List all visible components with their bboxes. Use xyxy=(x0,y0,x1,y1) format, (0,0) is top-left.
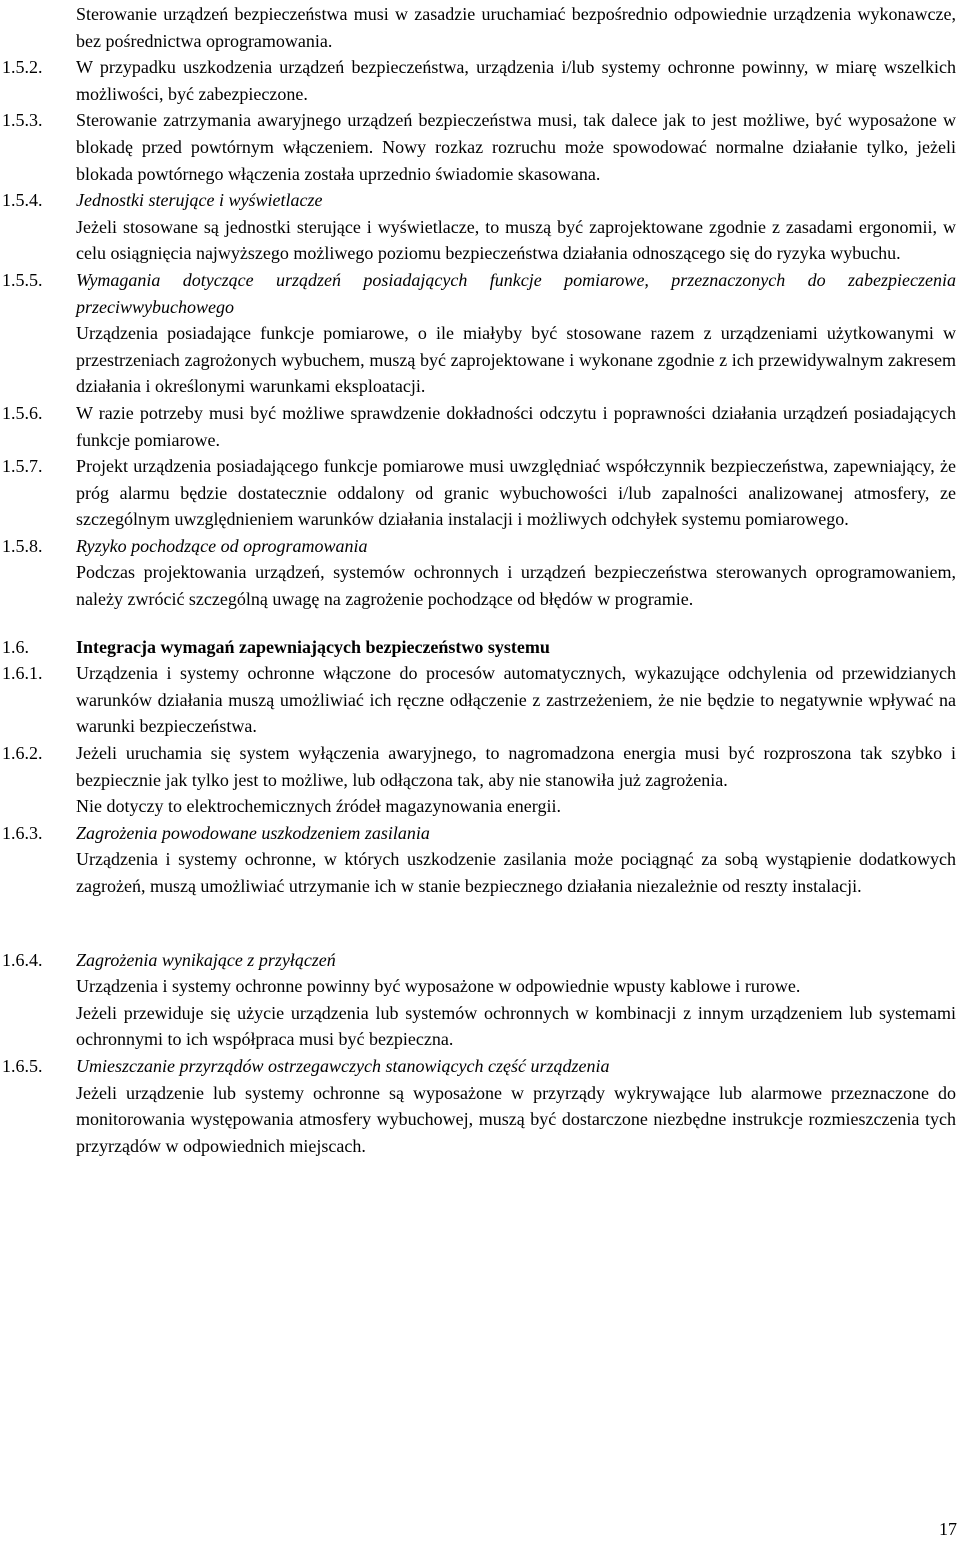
paragraph: Urządzenia posiadające funkcje pomiarowe, o ile miałyby być stosowane razem z urządzeniami użytkowanymi w przestrzeniach zagrożonych wybuchem, muszą być zaprojektowane i wykonane zgodnie z ich przewidywalnym zakresem działania i określonymi warunkami eksploatacji. xyxy=(76,323,956,397)
section-number: 1.6.2. xyxy=(2,743,43,764)
section-item xyxy=(2,820,956,900)
section-body xyxy=(76,1,956,54)
section-body xyxy=(76,660,956,740)
section-number: 1.5.2. xyxy=(2,57,43,78)
section-item xyxy=(2,453,956,533)
section-title: Ryzyko pochodzące od oprogramowania xyxy=(76,535,368,556)
paragraph: Podczas projektowania urządzeń, systemów ochronnych i urządzeń bezpieczeństwa sterowanych oprogramowaniem, należy zwrócić szczególną uwagę na zagrożenie pochodzące od błędów w programie. xyxy=(76,562,956,610)
paragraph: Urządzenia i systemy ochronne powinny być wyposażone w odpowiednie wpusty kablowe i rurowe. xyxy=(76,976,801,997)
section-body xyxy=(76,187,956,267)
section-number: 1.5.7. xyxy=(2,456,43,477)
section-number: 1.5.4. xyxy=(2,190,43,211)
section-number: 1.5.5. xyxy=(2,269,43,290)
section-body xyxy=(76,634,956,661)
section-item xyxy=(2,1,956,54)
section-body xyxy=(76,453,956,533)
section-body xyxy=(76,107,956,187)
section-number: 1.6.4. xyxy=(2,949,43,970)
section-item xyxy=(2,660,956,740)
section-body xyxy=(76,400,956,453)
paragraph: Jeżeli przewiduje się użycie urządzenia lub systemów ochronnych w kombinacji z innym urządzeniem lub systemami ochronnymi to ich współpraca musi być bezpieczna. xyxy=(76,1002,956,1050)
section-number: 1.5.6. xyxy=(2,402,43,423)
section-title: Zagrożenia wynikające z przyłączeń xyxy=(76,949,336,970)
section-heading: Integracja wymagań zapewniających bezpieczeństwo systemu xyxy=(76,636,550,657)
paragraph: Sterowanie zatrzymania awaryjnego urządzeń bezpieczeństwa musi, tak dalece jak to jest możliwe, być wyposażone w blokadę przed powtórnym włączeniem. Nowy rozkaz rozruchu może spowodować normalne działanie tylko, jeżeli blokada powtórnego włączenia została uprzednio świadomie skasowana. xyxy=(76,110,956,184)
page-number: 17 xyxy=(939,1519,957,1539)
section-body xyxy=(76,533,956,613)
section-item xyxy=(2,947,956,1053)
paragraph: Urządzenia i systemy ochronne włączone do procesów automatycznych, wykazujące odchylenia od przewidzianych warunków działania muszą umożliwiać ich ręczne odłączenie z zastrzeżeniem, że nie będzie to negatywnie wpływać na warunki bezpieczeństwa. xyxy=(76,663,956,737)
section-body xyxy=(76,820,956,900)
section-body xyxy=(76,740,956,820)
section-item xyxy=(2,54,956,107)
section-item xyxy=(2,634,956,661)
section-title: Zagrożenia powodowane uszkodzeniem zasilania xyxy=(76,822,430,843)
paragraph: Nie dotyczy to elektrochemicznych źródeł magazynowania energii. xyxy=(76,796,561,817)
paragraph: W przypadku uszkodzenia urządzeń bezpieczeństwa, urządzenia i/lub systemy ochronne powinny, w miarę wszelkich możliwości, być zabezpieczone. xyxy=(76,57,956,104)
section-number xyxy=(2,1,76,54)
paragraph: W razie potrzeby musi być możliwe sprawdzenie dokładności odczytu i poprawności działania urządzeń posiadających funkcje pomiarowe. xyxy=(76,402,956,450)
section-body xyxy=(76,54,956,107)
section-body xyxy=(76,1053,956,1159)
section-number: 1.6.5. xyxy=(2,1055,43,1076)
section-number: 1.5.3. xyxy=(2,110,43,131)
section-number: 1.6. xyxy=(2,636,29,657)
paragraph: Jeżeli stosowane są jednostki sterujące i wyświetlacze, to muszą być zaprojektowane zgodnie z zasadami ergonomii, w celu osiągnięcia najwyższego możliwego poziomu bezpieczeństwa działania odnoszącego się do ryzyka wybuchu. xyxy=(76,216,956,264)
section-item xyxy=(2,740,956,820)
section-item xyxy=(2,107,956,187)
paragraph: Projekt urządzenia posiadającego funkcje pomiarowe musi uwzględniać współczynnik bezpieczeństwa, zapewniający, że próg alarmu będzie dostatecznie oddalony od granic wybuchowości i/lub zapalności analizowanej atmosfery, ze szczególnym uwzględnieniem warunków działania instalacji i możliwych odchyłek systemu pomiarowego. xyxy=(76,456,956,530)
document-body xyxy=(2,1,956,1159)
section-item xyxy=(2,187,956,267)
section-number: 1.6.3. xyxy=(2,822,43,843)
section-item xyxy=(2,533,956,613)
paragraph: Jeżeli uruchamia się system wyłączenia awaryjnego, to nagromadzona energia musi być rozproszona tak szybko i bezpiecznie jak tylko jest to możliwe, lub odłączona tak, aby nie stanowiła już zagrożenia. xyxy=(76,743,956,790)
section-body xyxy=(76,267,956,400)
section-title: Jednostki sterujące i wyświetlacze xyxy=(76,190,323,211)
section-body xyxy=(76,947,956,1053)
section-number: 1.6.1. xyxy=(2,663,43,684)
section-item xyxy=(2,267,956,400)
section-number: 1.5.8. xyxy=(2,535,43,556)
paragraph: Urządzenia i systemy ochronne, w których uszkodzenie zasilania może pociągnąć za sobą wystąpienie dodatkowych zagrożeń, muszą umożliwiać utrzymanie ich w stanie bezpiecznego działania niezależnie od reszty instalacji. xyxy=(76,849,956,896)
section-item xyxy=(2,400,956,453)
paragraph: Jeżeli urządzenie lub systemy ochronne są wyposażone w przyrządy wykrywające lub alarmowe przeznaczone do monitorowania występowania atmosfery wybuchowej, muszą być dostarczone niezbędne instrukcje rozmieszczenia tych przyrządów w odpowiednich miejscach. xyxy=(76,1082,956,1156)
paragraph: Sterowanie urządzeń bezpieczeństwa musi w zasadzie uruchamiać bezpośrednio odpowiednie urządzenia wykonawcze, bez pośrednictwa oprogramowania. xyxy=(76,4,956,51)
section-title: Wymagania dotyczące urządzeń posiadających funkcje pomiarowe, przeznaczonych do zabezpieczenia przeciwwybuchowego xyxy=(76,269,956,317)
section-item xyxy=(2,1053,956,1159)
section-title: Umieszczanie przyrządów ostrzegawczych stanowiących część urządzenia xyxy=(76,1055,610,1076)
